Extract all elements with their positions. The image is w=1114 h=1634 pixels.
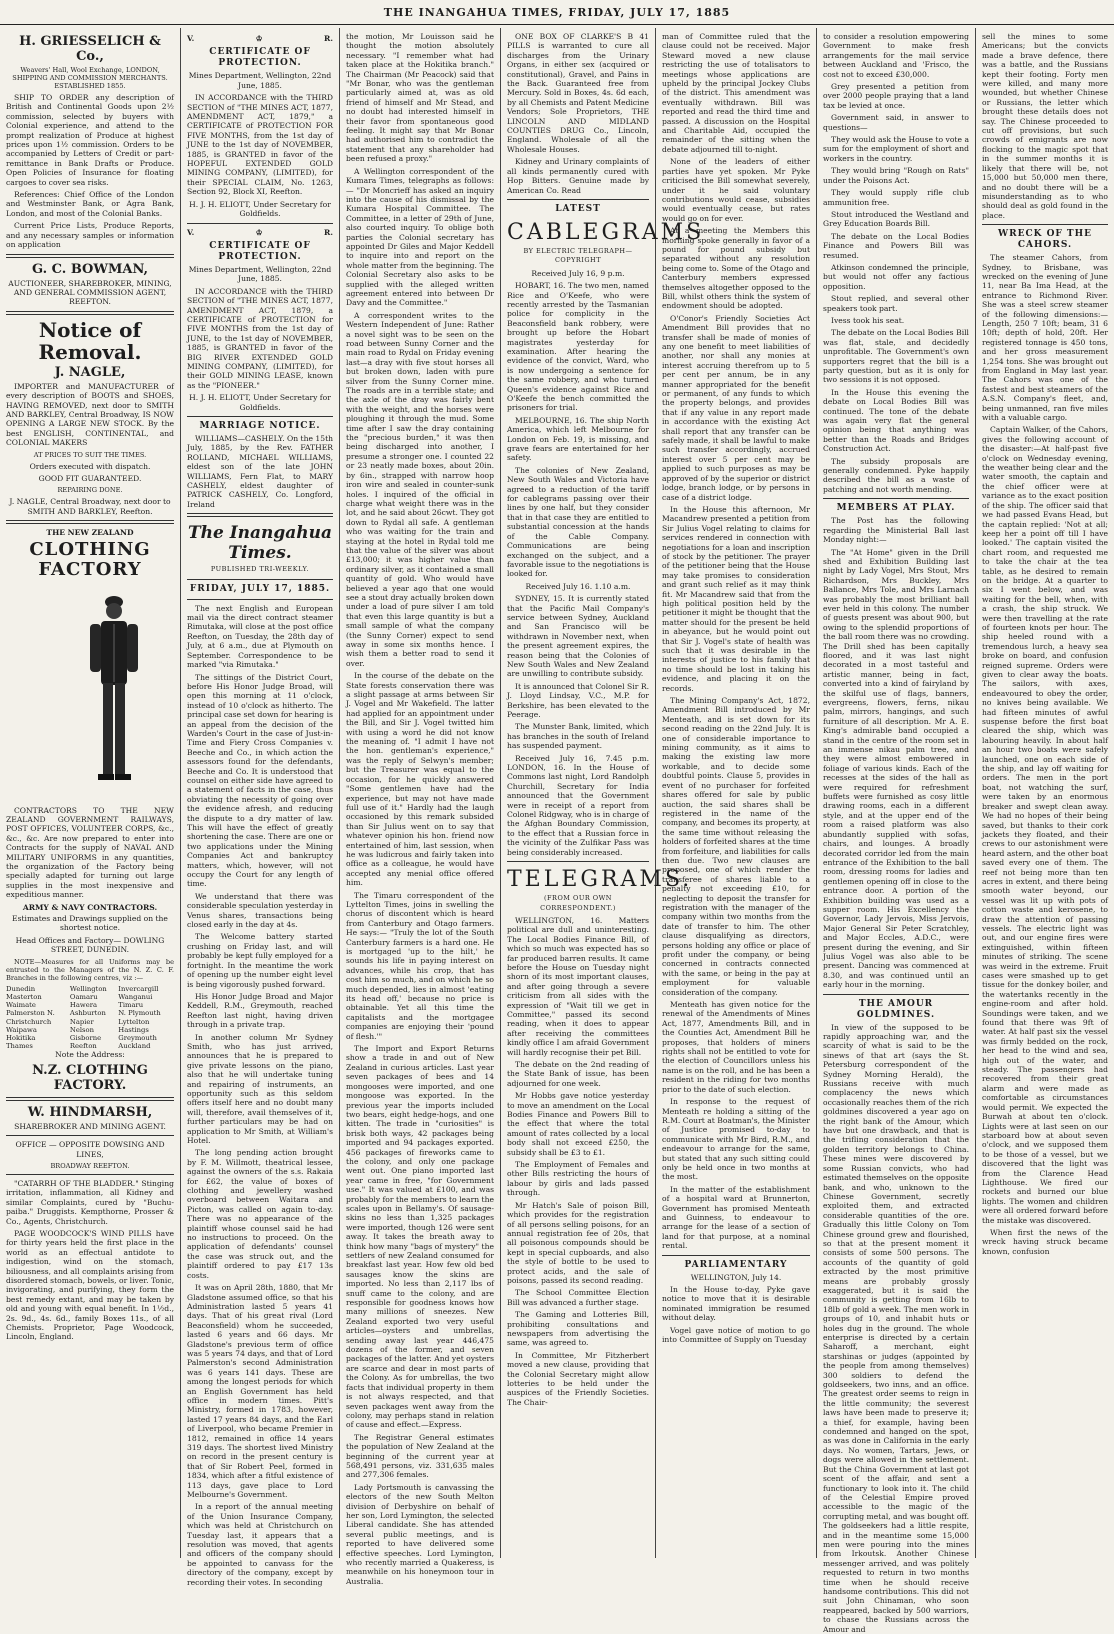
amour-para: In view of the supposed to be rapidly approaching war, and the scarcity of what is said to be the sinews of that art (says the St. Petersburg correspondent of the Sydney Morning Herald), the Russians receive with much complacency the news which occasionally reaches them of the rich goldmines discovered a year ago on the right bank of the Amour, which have but one drawback, and that is the trifling consideration that the golden territory belongs to China. These mines were discovered by some Russian convicts, who had estimated themselves on the opposite bank, and who, unknown to the Chinese Government, secretly exploited them, and extracted considerable quantities of the ore. Gradually this little Colony on Tom Chinese ground grew and flourished, so that at the present moment it consists of some 500 persons. The accounts of the quantity of gold extracted by the most primitive means are probably grossly exaggerated, but it is said the community is getting from 16lb to 18lb of gold a week. The men work in groups of 10, and inhabit huts or holes dug in the ground. The whole enterprise is directed by a certain Saharoff, a merchant, eight starshinas or judges (appointed by the people from among themselves) 300 soldiers to defend the goldseekers, two inns, and an office. The greatest order seems to reign in the little community; the severest laws have been made to preserve it; a thief, for example, having been condemned and hanged on the spot, as was done in California in the early days. No women, Tartars, Jews, or dogs were allowed in the settlement. But the China Government at last got scent of the affair, and sent a functionary to look into it. The child of the Celestial Empire proved accessible to the magic of the corrupting metal, and was bought off. The goldseekers had a little respite, and in the meantime some 15,000 men were pouring into the mines from Irkoutsk. Another Chinese messenger arrived, and was politely requested to return in two months time when he should receive handsome contributions. This did not suit John Chinaman, who soon reappeared, backed by 500 warriors, to chase the Russians across the Amour and — [823, 1022, 969, 1634]
masthead-rule — [0, 24, 1114, 25]
ad-clothing-office: Head Offices and Factory— DOWLING STREET, DUNEDIN. — [15, 935, 165, 955]
branch-cell: Masterton — [6, 992, 42, 1001]
column-3 — [340, 28, 501, 1586]
cable-para: SYDNEY, 15. It is currently stated that the Pacific Mail Company's service between Sydney, Auckland and San Francisco will be withdrawn in November next, when the present agreement expires, the reason being that the Colonies of New South Wales and New Zealand are unwilling to contribute subsidy. — [507, 594, 649, 679]
cert1-body: IN ACCORDANCE with the THIRD SECTION of "THE MINES ACT, 1877, AMENDMENT ACT, 1879," a CERTIFICATE of PROTECTION FOR FIVE MONTHS, from the 1st day of JUNE to the 1st day of NOVEMBER, 1885, is GRANTED in favor of the HOPEFUL EXTENDED GOLD MINING COMPANY, (LIMITED), for their SPECIAL CLAIM, No. 1263, Section 92, Block XI, Reefton. — [187, 93, 333, 197]
cable-para: It is announced that Colonel Sir R. J. Lloyd Lindsay, V.C., M.P. for Berkshire, has been elevated to the Peerage. — [507, 681, 649, 719]
editorial-para: The Welcome battery started crushing on Friday last, and will probably be kept fully employed for a fortnight. In the meantime the work of opening up the number eight level is being vigorously pushed forward. — [187, 932, 333, 989]
ad-nagle-body: IMPORTER and MANUFACTURER of every description of BOOTS and SHOES, HAVING REMOVED, next door to SMITH AND BARKLEY, Central Broadway, IS NOW OPENING A LARGE NEW STOCK. By the best ENGLISH, CONTINENTAL, and COLONIAL MAKERS — [6, 381, 174, 448]
parliamentary-para: They would ask the House to vote a sum for the employment of short and workers in the country. — [823, 135, 969, 163]
table-row — [6, 1034, 174, 1042]
amour-para: sell the mines to some Americans; but the convicts made a brave defence, there was a battle, and the Russians kept their footing. Forty men were killed, and many more wounded, but whether Chinese or Russians, the letter which brought these details does not say. The Chinese proceeded to cut off provisions, but such crowds of emigrants are now flocking to the magic spot that in the summer months it is likely that there will be, not 15,000 but 50,000 men there, and no doubt there will be a misunderstanding as to who should deal as gold found in the place. — [982, 32, 1108, 220]
marriage-heading: MARRIAGE NOTICE. — [199, 421, 321, 431]
table-row — [6, 1009, 174, 1017]
table-row — [6, 1018, 174, 1026]
ad-clothing-note: NOTE—Measures for all Uniforms may be entrusted to the Managers of the N. Z. C. F. Branches in the following centres, viz :— — [6, 957, 174, 982]
ad-clothing-footer: N.Z. CLOTHING FACTORY. — [32, 1062, 148, 1093]
cable-para: HOBART, 16. The two men, named Rice and O'Keefe, who were recently arrested by the Tasmanian police for complicity in the Beaconsfield bank robbery, were brought up before the Hobart magistrates yesterday for examination. After hearing the evidence of the convict, Ward, who is now undergoing a sentence for the same robbery, and who turned Queen's evidence against Rice and O'Keefe the bench committed the prisoners for trial. — [507, 281, 649, 413]
telegram-para: The Employment of Females and other Bills restricting the hours of labour by girls and lads passed through. — [507, 1160, 649, 1198]
ad-nagle-fit: GOOD FIT GUARANTEED. — [38, 473, 142, 483]
crown-icon: ♔ — [255, 34, 263, 43]
column-1 — [0, 28, 181, 1558]
telegram-para: In the matter of the establishment of a hospital ward at Brunnerton, Government has promised Menteath and Guinness, to endeavour to arrange for the lease of a section of land for that purpose, at a nominal rental. — [662, 1184, 810, 1251]
telegram-para: None of the leaders of either parties have yet spoken. Mr Pyke criticised the Bill somewhat severely, under it he said voluntary contributions would cease, subsidies would eventually cease, but rates would go on for ever. — [662, 157, 810, 223]
article-para: In the course of the debate on the State forests conservation there was a slight passage at arms between Sir J. Vogel and Mr Wakefield. The latter had applied for an appointment under the Bill, and Sir J. Vogel twitted him with using a word he did not know the meaning of. "I admit I have not the hon. gentleman's experience," was the reply of Selwyn's member; but the Treasurer was equal to the occasion, for he quickly answered "Some gentlemen have had the experience, but may not have made full use of it." Hardly had the laugh occasioned by this remark subsided than Sir Julius went on to say that whatever opinion his hon. friend now entertained of him, last session, when he was ludicrous and fairly taken into office as a colleague, he would have accepted any menial office offered him. — [346, 671, 494, 888]
cert1-v: V. — [187, 34, 195, 43]
parliamentary-para: In the House this evening the debate on Local Bodies Bill was continued. The tone of the debate was again very flat the general opinion being that anything was better than the Roads and Bridges Construction Act. — [823, 387, 969, 454]
divider — [6, 1174, 174, 1175]
ad-bowman-lines: AUCTIONEER, SHAREBROKER, MINING, AND GENERAL COMMISSION AGENT, REEFTON. — [8, 278, 172, 307]
table-row — [6, 1042, 174, 1050]
page-masthead: THE INANGAHUA TIMES, FRIDAY, JULY 17, 1885 — [383, 6, 731, 19]
column-4 — [501, 28, 705, 1558]
article-para: the motion, Mr Louisson said he thought the motion absolutely necessary. "I remember what had taken place at the Hokitika branch." The Chairman (Mr Peacock) said that "Mr Bonar, who was the gentleman particularly aimed at, was as old friend of himself and Mr Stead, and no doubt had interested himself in their favor from spontaneous good feeling. It might say that Mr Bonar had authorised him to contradict the statement that any shareholder had been refused a proxy." — [346, 32, 494, 164]
branch-cell: Nelson — [69, 1025, 95, 1034]
branch-cell: Thames — [6, 1042, 33, 1051]
branch-cell: Napier — [69, 1017, 94, 1026]
editorial-para: The sittings of the District Court, before His Honor Judge Broad, will open this morning at 11 o'clock, instead of 10 o'clock as hitherto. The principal case set down for hearing is an appeal from the decision of the Warden's Court in the case of Just-in-Time and Fiery Cross Companies v. Beeche and Co., in which action the assessors found for the defendants, Beeche and Co. It is understood that counsel on either side have agreed to a statement of facts in the case, thus obviating the necessity of going over the evidence afresh, and reducing the dispute to a dry matter of law. This will have the effect of greatly shortening the case. There are one or two applications under the Mining Companies Act and bankruptcy matters, which, however, will not occupy the Court for any length of time. — [187, 672, 333, 889]
ad-hindmarsh-address: BROADWAY REEFTON. — [50, 1161, 130, 1170]
table-row — [6, 1001, 174, 1009]
telegram-para: Mr Hatch's Sale of poison Bill, which provides for the registration of all persons selling poisons, for an annual registration fee of 20s, that all poisonous compounds should be kept in special cupboards, and also the style of bottle to be used to protect acids, and the sale of poisons, passed its second reading. — [507, 1200, 649, 1285]
telegram-para: The debate on the 2nd reading of the State Bank of issue, has been adjourned for one week. — [507, 1060, 649, 1088]
parliamentary-para: Grey presented a petition from over 2000 people praying that a land tax be levied at once. — [823, 82, 969, 110]
ad-griesselich-body: SHIP TO ORDER any description of British and Continental Goods upon 2½ commission, selected by buyers with Colonial experience, and attend to the prompt realization of Produce at highest prices upon 1½ commission. Orders to be accompanied by Letters of Credit or part-remittance in Bank Drafts or Produce. Open Policies of Insurance for floating cargoes to cover sea risks. — [6, 93, 174, 187]
telegram-para: The Gaming and Lotteries Bill, prohibiting consultations and newspapers from advertising the same, was agreed to. — [507, 1310, 649, 1348]
members-para: The "At Home" given in the Drill shed and Exhibition Building last night by Lady Vogel, Mrs Stout, Mrs Richardson, Mrs Buckley, Mrs Ballance, Mrs Tole, and Mrs Larnach was probably the most brilliant ball ever held in this colony. The number of guests present was about 900, but owing to the splendid proportions of the ball room there was no crowding. The Drill shed has been capitally floored, and it was last night decorated in a most tasteful and artistic manner, being in fact, converted into a kind of fairyland by the skilful use of flags, banners, evergreens, flowers, ferns, nikau palm, mirrors, hangings, and such furniture of all description. Mr A. E. King's admirable band occupied a stand in the centre of the room set in an immense nikau palm tree, and they were almost embowered in foliage of various kinds. Each of the recesses at the sides of the hall as were required for refreshment buffets were furnished as cosy little drawing rooms, each in a different style, and at the upper end of the room a raised platform was also abundantly supplied with sofas, chairs, and lounges. A broadly decorated corridor led from the main entrance of the Exhibition to the ball room, dressing rooms for ladies and gentlemen opening off in close to the entrance door. A portion of the Exhibition building was used as a supper room. His Excellency the Governor, Lady Jervois, Miss Jervois, Major General Sir Peter Scratchley, and Major Eccles, A.D.C., were present during the evening, and Sir Julius Vogel was also able to be present. Dancing was commenced at 8.30, and was continued until an early hour in the morning. — [823, 547, 969, 990]
ad-griesselich-refs: References: Chief Office of the London and Westminster Bank, or Agra Bank, London, and most of the Colonial Banks. — [6, 190, 174, 218]
ad-griesselich-foot: Current Price Lists, Produce Reports, and any necessary samples or information on application — [6, 221, 174, 250]
telegram-para: The School Committee Election Bill was advanced a further stage. — [507, 1288, 649, 1307]
ad-griesselich-title: H. GRIESSELICH & Co., — [19, 34, 161, 64]
column-container — [0, 28, 1114, 1634]
article-para: A correspondent writes to the Western Independent of June: Rather a novel sight was to be seen on the road between Sunny Corner and the main road to Rydal on Friday evening last—a dray with five stout horses all but broken down, laden with pure silver from the Sunny Corner mine. The roads are in a terrible state; and the axle of the dray was fairly bent with the weight, and the horses were ploughing it through the mud. Some time after I saw the dray containing the "precious burden," it was then being discharged into another, I presume a stronger one. I counted 22 or 23 neatly made boxes, about 20in. by 6in., strapped with narrow hoop iron wire and sealed in counter-sunk holes. I inquired of the official in charge what weight there was in the lot, and he said about 26cwt. They got down to Rydal all safe. A gentleman who was waiting for the train and staying at the hotel in Rydal told me that the value of the silver was about £13,000; it was higher value than ordinary silver, as it contained a small quantity of gold. Who would have believed a year ago that one would see a stout dray actually broken down under a load of pure silver I am told that even this large quantity is but a small sample of what the company (the Sunny Corner) expect to send away in some six months hence. I wish them a better road to send it over. — [346, 310, 494, 668]
divider — [507, 199, 649, 200]
wreck-heading: WRECK OF THE CAHORS. — [998, 229, 1092, 251]
telegram-para: WELLINGTON, 16. Matters political are dull and uninteresting. The Local Bodies Finance Bill, of which so much was expected has so far produced barren results. It came before the House on Tuesday night shorn of its most important clauses, and after going through a severe criticism from all sides with the expression of "Wait till we get in Committee," passed its second reading, when it does to appear after receiving the committees kindly office I am afraid Government will hardly recognise their pet Bill. — [507, 915, 649, 1057]
branch-cell: Waimate — [6, 1001, 36, 1010]
table-row — [6, 985, 174, 993]
branch-cell: Hastings — [118, 1025, 149, 1034]
branch-cell: Palmerston N. — [6, 1009, 55, 1018]
parliamentary-para: The debate on the Local Bodies Bill was flat, stale, and decidedly unprofitable. The Government's own supporters regret that the bill is a party question, but as it is only for two sessions it is not opposed. — [823, 328, 969, 385]
parliamentary-para: They would bring "Rough on Rats" under the Poisons Act. — [823, 166, 969, 185]
telegram-para: In Committee, Mr Fitzherbert moved a new clause, providing that the Colonial Secretary might allow lotteries to be held under the auspices of the Friendly Societies. The Chair- — [507, 1350, 649, 1407]
table-row — [6, 1026, 174, 1034]
telegram-para: In the House this afternoon, Mr Macandrew presented a petition from Sir Julius Vogel relating to claims for services rendered in connection with negotiations for a loan and inscription of stock by the petitioner. The prayer of the petitioner being that the House may take promises to consideration and grant such relief as it may think fit. Mr Macandrew said that from the high political position held by the petitioner it might be thought that the matter should for the present be held in abeyance, but he would point out that Sir J. Vogel's state of health was such that it was desirable in the interests of justice to his family that no time should be lost in taking his evidence, and placing it on the records. — [662, 504, 810, 693]
ad-hop-bitters: Kidney and Urinary complaints of all kinds permanently cured with Hop Bitters. Genuine made by American Co. Read — [507, 157, 649, 195]
ad-hindmarsh-office: OFFICE — OPPOSITE DOWSING AND LINES, — [15, 1140, 165, 1159]
cable-para: Received July 16. 1.10 a.m. — [525, 581, 631, 591]
cert1-r: R. — [324, 34, 333, 43]
divider — [507, 861, 649, 862]
branch-cell: Oamaru — [69, 992, 98, 1001]
soldier-illustration — [54, 584, 174, 804]
parliamentary-heading: PARLIAMENTARY — [684, 1259, 788, 1270]
wreck-para: When first the news of the wreck having struck became known, confusion — [982, 1227, 1108, 1256]
divider — [6, 1097, 174, 1101]
editorial-para: In another column Mr Sydney Smith, who has just arrived, announces that he is prepared to give private lessons on the piano, also that he will undertake tuning and repairing of instruments, an opportunity such as this seldom offers itself here and no doubt many will, therefore, avail themselves of it, further particulars may be had on application to Mr Smith, at William's Hotel. — [187, 1032, 333, 1145]
cert1-signature: H. J. H. ELIOTT, Under Secretary for Goldfields. — [189, 199, 331, 219]
cert2-body: IN ACCORDANCE with the THIRD SECTION of "THE MINES ACT, 1877, AMENDMENT ACT, 1879, a CERTIFICATE of PROTECTION for FIVE MONTHS from the 1st day of JUNE, to the 1st day of NOVEMBER, 1885, is GRANTED in favor of the BIG RIVER EXTENDED GOLD MINING COMPANY, (LIMITED), for their GOLD MINING LEASE, known as the "PIONEER." — [187, 286, 333, 390]
telegram-para: Menteath has given notice for the renewal of the Amendments of Mines Act, 1877, Amendments Bill, and in the Counties Act, Amendment Bill he proposes, that holders of miners rights shall not be entitled to vote for the election of Councillors unless his name is on the roll, and he has been a resident in the riding for two months prior to the date of such election. — [662, 1000, 810, 1094]
telegrams-sub: (FROM OUR OWN CORRESPONDENT.) — [540, 894, 616, 912]
divider — [187, 223, 333, 224]
branch-cell: Ashburton — [69, 1009, 106, 1018]
editorial-para: In a report of the annual meeting of the Union Insurance Company, which was held at Christchurch on Tuesday last, it appears that a resolution was moved, that agents and officers of the company should be appointed to canvass for the directory of the company, except by recording their votes. In seconding — [187, 1502, 333, 1587]
ad-bowman-title: G. C. BOWMAN, — [31, 261, 149, 277]
divider — [187, 416, 333, 417]
divider — [6, 1135, 174, 1136]
branch-cell: Christchurch — [6, 1017, 52, 1026]
branch-cell: N. Plymouth — [118, 1009, 161, 1018]
ad-nagle-orders: Orders executed with dispatch. — [29, 461, 151, 471]
branch-cell: Auckland — [118, 1042, 151, 1051]
telegram-para: O'Conor's Friendly Societies Act Amendment Bill provides that no transfer shall be made of monies of any one benefit to meet liabilities of another, nor shall any monies at interest accruing therefrom up to 5 per cent per annum, be in any manner appropriated for the benefit or permanent, of any funds to which the property belongs, and provides that if any value in any report made in accordance with the existing Act shall report that any transfer can be safely made, it shall be lawful to make such transfer accordingly, accrued interest over 5 per cent may be applied to such purposes as may be approved of by the superior or district lodge, branch lodge, or by persons in case of a district lodge. — [662, 313, 810, 502]
editorial-para: We understand that there was considerable speculation yesterday in Venus shares, transactions being closed early in the day at 4s. — [187, 891, 333, 930]
branch-cell: Wanganui — [118, 992, 153, 1001]
parliamentary-para: to consider a resolution empowering Government to make fresh arrangements for the mail service between Auckland and 'Frisco, the cost not to exceed £30,000. — [823, 32, 969, 79]
branch-cell: Timaru — [118, 1001, 144, 1010]
article-para: The Import and Export Returns show a trade in and out of New Zealand in curious articles. Last year seven packages of bees and 14 mongooses were imported, and one mongoose was exported. In the previous year the imports included two bears, eight hedge-hogs, and one kitten. The trade in "curiosities" is brisk both ways, 42 packages being imported and 94 packages exported. 456 packages of fireworks came to the colony, and only one package went out. One piano imported last year came in free, "for Government use." It was valued at £100, and was probably for the members to learn the scales upon in Bellamy's. Of sausage-skins no less than 1,325 packages were imported, though 126 were sent away. It takes the breath away to think how many "bags of mystery" the settlers of new Zealand consumed for breakfast last year. How few old bed sausages know the skins are imported. No less than 2,117 lbs of snuff came to the colony, and are responsible for goodness knows how many millions of sneezes. New Zealand exported two very useful articles—oysters and umbrellas, sending away last year 446,475 dozens of the former, and seven packages of the latter. And yet oysters are scarce and dear in most parts of the Colony. As for umbrellas, the two facts that individual property in them is not always respected, and that seven packages went away from the colony, may perhaps stand in relation of cause and effect.—Express. — [346, 1044, 494, 1430]
cert2-vr — [187, 228, 333, 237]
editorial-para: The next English and European mail via the direct contract steamer Rimutaka, will close at the post office Reefton, on Tuesday, the 28th day of July, at 6 a.m., due at Plymouth on September. Correspondence to be marked "via Rimutaka." — [187, 603, 333, 670]
divider — [823, 994, 969, 995]
editorial-para: The long pending action brought by F. M. Willmott, theatrical lessee, against the owners of the s.s. Rakaia for £62, the value of boxes of clothing and jewellery washed overboard between Waitara and Picton, was called on again to-day. There was no appearance of the plaintiff whose counsel said he had no instructions to proceed. On the application of defendants' counsel the case was struck out, and the plaintiff ordered to pay £17 13s costs. — [187, 1148, 333, 1280]
divider — [6, 254, 174, 258]
ad-clothing-address-label: Note the Address: — [55, 1050, 125, 1060]
cablegrams-heading: CABLEGRAMS — [507, 219, 705, 245]
article-para: The Registrar General estimates the population of New Zealand at the beginning of the current year at 568,491 persons, viz. 331,635 males and 277,306 females. — [346, 1432, 494, 1480]
paper-title: The Inangahua Times. — [187, 523, 333, 564]
column-2 — [181, 28, 340, 1587]
branch-cell: Invercargill — [118, 984, 159, 993]
branch-cell: Hawera — [69, 1001, 98, 1010]
cable-para: The colonies of New Zealand, New South Wales and Victoria have agreed to a reduction of the tariff for cablegrams passing over their lines by one half, but they consider that in that case they are entitled to substantial concession at the hands of the Cable Company. Communications are being exchanged on the subject, and a favorable issue to the negotiations is looked for. — [507, 465, 649, 579]
cert1-title: CERTIFICATE OF PROTECTION. — [209, 47, 311, 69]
table-row — [6, 993, 174, 1001]
cert1-vr — [187, 34, 333, 43]
cablegrams-sub: BY ELECTRIC TELEGRAPH—COPYRIGHT — [523, 246, 633, 265]
ad-nagle-repair: REPAIRING DONE. — [57, 486, 123, 495]
paper-date: FRIDAY, JULY 17, 1885. — [189, 583, 331, 594]
divider — [187, 513, 333, 517]
telegram-para: At a meeting the Members this morning spoke generally in favor of a pound for pound subsidy but separated without any resolution being come to. Some of the Otago and Canterbury members expressed themselves altogether opposed to the Bill, whilst others think the system of endowment should be adopted. — [662, 226, 810, 311]
marriage-body: WILLIAMS—CASHELY. On the 15th July, 1885, by the Rev. FATHER ROLLAND, MICHAEL WILLIAMS, eldest son of the late JOHN WILLIAMS, Fern Flat, to MARY CASHELY, eldest daughter of PATRICK CASHELY, Co. Longford, Ireland — [187, 434, 334, 509]
parliamentary-date: WELLINGTON, July 14. — [690, 1272, 782, 1282]
ad-clothing-estimates: Estimates and Drawings supplied on the shortest notice. — [12, 914, 168, 933]
parliamentary-para: Stout replied, and several other speakers took part. — [823, 294, 969, 313]
ad-hindmarsh-title: W. HINDMARSH, — [27, 1104, 153, 1120]
parliamentary-para: They would supply rifle club ammunition free. — [823, 188, 969, 207]
ad-nagle-signature: J. NAGLE, Central Broadway, next door to SMITH AND BARKLEY, Reefton. — [9, 497, 171, 516]
ad-clothing-title-1: THE NEW ZEALAND — [46, 528, 134, 538]
parliamentary-para: Atkinson condemned the principle, but would not offer any factious opposition. — [823, 262, 969, 291]
telegrams-heading: TELEGRAMS. — [507, 867, 693, 893]
divider — [6, 520, 174, 524]
cable-para: MELBOURNE, 16. The ship North America, which left Melbourne for London on Feb. 19, is missing, and grave fears are entertained for her safety. — [507, 415, 649, 463]
parliamentary-para: Ivess took his seat. — [831, 315, 905, 325]
parliamentary-para: The subsidy proposals are generally condemned. Pyke happily described the bill as a waste of patching and not worth mending. — [823, 456, 969, 494]
cable-para: The Munster Bank, limited, which has branches in the south of Ireland has suspended payment. — [507, 722, 649, 751]
members-para: The Post has the following regarding the Ministerial Ball last Monday night:— — [823, 516, 969, 545]
telegram-para: man of Committee ruled that the clause could not be received. Major Steward moved a new clause restricting the use of totalisators to meetings whose applications are upheld by the principal Jockey Clubs of the district. This amendment was eventually withdrawn. Bill was reported and read the third time and passed. A discussion on the Hospital and Charitable Aid, occupied the remainder of the sitting when the debate adjourned till to-night. — [662, 32, 810, 154]
wreck-para: Captain Walker, of the Cahors, gives the following account of the disaster:—At half-past five o'clock on Wednesday evening, the weather being clear and the water smooth, the captain and the chief officer were at variance as to the exact position of the ship. The officer said that we had passed Evans Head, but the captain replied: 'Not at all; keep her a point off till I have looked.' The captain visited the chart room, and requested me to take the chair at the tea table, as he desired to remain on the bridge. At a quarter to six I went below, and was waiting for the bell, when, with a crash, the ship struck. We were then travelling at the rate of fourteen knots per hour. The ship heeled round with a tremendous lurch, a heavy sea broke on board, and confusion reigned supreme. Orders were given to clear away the boats. The sailors, with axes, endeavoured to obey the order, no knives being available. We had fifteen minutes of awful suspense before the first boat cleared the ship, which was labouring heavily. In about half an hour two boats were safely launched, one on each side of the ship, and lay off waiting for orders. The men in the port boat, not watching the surf, were taken by an enormous breaker and swept clean away. We had no hopes of their being saved, but thanks to their cork jackets they floated, and their crews to our astonishment were heard astern, and the other boat saved every one of them. The reef not being more than ten acres in extent, and there being smooth water beyond, our vessel was lit up with pots of cotton waste and kerosene, to draw the attention of passing vessels. The electric light was out, and our engine fires were extinguished, within fifteen minutes of striking. The scene was weird in the extreme. Fruit cases were smashed up to get tissue for the donkey boiler, and the watertanks recently in the engine-room and after hold. Soundings were taken, and we found that there was 9ft of water. At half past six the vessel was firmly bedded on the rock, her head to the wind and sea, high out of the water, and steady. The passengers had recovered from their great alarm and were made as comfortable as circumstances would permit. We expected the Burwah at about ten o'clock. Lights were at last seen on our starboard bow at about seven o'clock, and we supposed them to be those of a vessel, but we discovered that the light was from the Clarence Head Lighthouse. We fired our rockets and burned our blue lights. The women and children were all ordered forward before the mistake was discovered. — [982, 425, 1108, 1225]
crown-icon: ♔ — [255, 227, 263, 237]
column-6 — [817, 28, 976, 1634]
ad-clothing-title-2: CLOTHING FACTORY — [29, 538, 151, 580]
divider — [662, 1255, 810, 1256]
branches-table — [6, 985, 174, 1051]
ad-catarrh-body: "CATARRH OF THE BLADDER." Stinging irritation, inflammation, all Kidney and similar Complaints, cured by "Buchu-paiba." Druggists. Kempthorne, Prosser & Co., Agents, Christchurch. — [6, 1178, 174, 1226]
editorial-para: His Honor Judge Broad and Major Keddell, R.M., Greymouth, reached Reefton last night, having driven through in a private trap. — [187, 991, 333, 1030]
ad-clarkes-pills: ONE BOX OF CLARKE'S B 41 PILLS is warranted to cure all discharges from the Urinary Organs, in either sex (acquired or constitutional), Gravel, and Pains in the Back. Guaranteed free from Mercury. Sold in Boxes, 4s. 6d each, by all Chemists and Patent Medicine Vendors; Sole Proprietors, THE LINCOLN AND MIDLAND COUNTIES DRUG Co., Lincoln, England. Wholesale of all the Wholesale Houses. — [507, 32, 649, 154]
branch-cell: Dunedin — [6, 984, 36, 993]
cert2-r: R. — [324, 227, 333, 237]
parliamentary-para: The debate on the Local Bodies Finance and Powers Bill was resumed. — [823, 231, 969, 260]
parliamentary-para: In the House to-day, Pyke gave notice to move that it is desirable nominated immigration be resumed without delay. — [662, 1285, 810, 1323]
ad-clothing-body: CONTRACTORS TO THE NEW ZEALAND GOVERNMENT RAILWAYS, POST OFFICES, VOLUNTEER CORPS, &c., &c., &c. Are now prepared to enter into Contracts for the supply of NAVAL AND MILITARY UNIFORMS in any quantities, the organization of the Factory being specially adapted for turning out large supplies in the most inexpensive and expeditious manner. — [6, 805, 174, 900]
branch-cell: Hokitika — [6, 1033, 36, 1042]
cert2-v: V. — [187, 227, 195, 237]
soldier-figure-icon — [54, 584, 174, 804]
paper-subtitle: PUBLISHED TRI-WEEKLY. — [210, 565, 310, 574]
cert2-dept: Mines Department, Wellington, 22nd June, 1885. — [188, 264, 332, 284]
divider — [6, 311, 174, 315]
article-para: Lady Portsmouth is canvassing the electors of the new South Melton division of Derbyshire on behalf of her son, Lord Lymington, the selected Liberal candidate. She has attended several public meetings, and is reported to have delivered some effective speeches. Lord Lymington, who recently married a Quakeress, is meanwhile on his honeymoon tour in Australia. — [346, 1482, 494, 1586]
branch-cell: Wellington — [69, 984, 107, 993]
telegram-para: The Mining Company's Act, 1872, Amendment Bill introduced by Mr Menteath, and is set down for its second reading on the 22nd July. It is one of considerable importance to mining community, as it aims to making the existing law more workable, and to decide some doubtful points. Clause 5, provides in event of no purchaser for forfeited shares offered for sale by public auction, the said shares shall be registered in the name of the company, and becomes its property, at the same time without releasing the holders of forfeited shares at the time from forfeiture, and liabilities for calls then due. Two new clauses are proposed, one of which render the transferee of shares liable to a penalty not exceeding £10, for neglecting to deposit the transfer for registration with the manager of the company within two months from the date of transfer to him. The other clause disqualifying as directors, persons holding any office or place of profit under the company, or being concerned in contracts connected with the same, or being in the pay at employment for valuable consideration of the company. — [662, 696, 810, 997]
ad-nagle-prices: AT PRICES TO SUIT THE TIMES. — [33, 450, 147, 459]
ad-nagle-name: J. NAGLE, — [54, 364, 126, 380]
telegram-para: In response to the request of Menteath re holding a sitting of the R.M. Court at Boatman's, the Minister of Justice promised to-day to communicate with Mr Bird, R.M., and endeavour to arrange for the same, but stated that any such sitting could only be held once in two months at the most. — [662, 1097, 810, 1182]
cert2-title: CERTIFICATE OF PROTECTION. — [209, 240, 311, 262]
cert2-signature: H. J. H. ELIOTT, Under Secretary for Goldfields. — [189, 393, 331, 412]
latest-heading: LATEST — [555, 203, 601, 214]
cable-para: Received July 16, 7.45 p.m. LONDON, 16. In the House of Commons last night, Lord Randolph Churchill, Secretary for India announced that the Government were in receipt of a report from Colonel Ridgway, who is in charge of the Afghan Boundary Commission, to the effect that a Russian force in the vicinity of the Zulfikar Pass was being considerably increased. — [507, 753, 649, 857]
branch-cell: Reefton — [69, 1042, 97, 1051]
ad-griesselich-lines: Weavers' Hall, Wool Exchange, LONDON, SHIPPING AND COMMISSION MERCHANTS. ESTABLISHED 1855. — [12, 66, 168, 90]
cable-received: Received July 16, 9 p.m. — [531, 268, 625, 278]
divider — [823, 498, 969, 499]
article-para: A Wellington correspondent of the Kumara Times, telegraphs as follows:— "Dr Moncrieff has asked an inquiry into the cause of his dismissal by the Kumara Hospital Committee. The Committee, in a letter of 29th of June, also courted inquiry. To oblige both parties the Colonial secretary has appointed Dr Giles and Major Keddell to inquire into and report on the whole matter from the beginning. The Colonial Secretary also asks to be supplied with the alleged written agreement entered into between Dr Davy and the Committee." — [346, 166, 494, 308]
cert1-dept: Mines Department, Wellington, 22nd June, 1885. — [188, 71, 332, 90]
branch-cell: Lyttelton — [118, 1017, 150, 1026]
editorial-para: It was on April 28th, 1880, that Mr Gladstone assumed office, so that his Administration lasted 5 years 41 days. That of his great rival (Lord Beaconsfield) whom he succeeded, lasted 6 years and 66 days. Mr Gladstone's previous term of office was 5 years 74 days, and that of Lord Palmerston's second Administration was 6 years 141 days. These are among the longest periods for which an English Government has held office in modern times. Pitt's Ministry, formed in 1783, however, lasted 17 years 84 days, and the Earl of Liverpool, who became Premier in 1812, remained in office 14 years 319 days. The shortest lived Ministry on record in the present century is that of Sir Robert Peel, formed in 1834, which after a fitful existence of 113 days, gave place to Lord Melbourne's Government. — [187, 1283, 333, 1500]
divider — [187, 579, 333, 580]
article-para: The Timaru correspondent of the Lyttelton Times, joins in swelling the chorus of discontent which is heard from Canterbury and Otago farmers. He says:— "Truly the lot of the South Canterbury farmers is a hard one. He is mortgaged 'up to the hilt,' he sounds his life in paying interest on advances, while his crop, that has cost him so much, and on which he so much depended, lies in almost 'eating its head off,' because no price is obtainable. Yet all this time the capitalists and the mortgagee companies are enjoying their 'pound of flesh.'" — [346, 890, 494, 1041]
column-7 — [976, 28, 1114, 1558]
parliamentary-para: Government said, in answer to questions— — [823, 113, 969, 132]
ad-hindmarsh-lines: SHAREBROKER AND MINING AGENT. — [14, 1121, 166, 1131]
ad-army-navy: ARMY & NAVY CONTRACTORS. — [22, 902, 158, 912]
divider — [982, 224, 1108, 225]
divider — [187, 599, 333, 600]
members-heading: MEMBERS AT PLAY. — [836, 503, 956, 514]
parliamentary-para: Vogel gave notice of motion to go into Committee of Supply on Tuesday — [662, 1325, 810, 1345]
amour-heading: THE AMOUR GOLDMINES. — [856, 998, 936, 1020]
wreck-para: The steamer Cahors, from Sydney, to Brisbane, was wrecked on the evening of June 11, near Ba Ima Head, at the entrance to Richmond River. She was a steel screw steamer of the following dimensions:—Length, 250 7 10ft; beam, 31 6 10ft; depth of hold, 20ft. Her registered tonnage is 450 tons, and her gross measurement 1,254 tons. She was brought out from England in May last year. The Cahors was one of the fastest and best steamers of the A.S.N. Company's fleet, and, being unmanned, ran five miles with a valuable cargo. — [982, 253, 1108, 423]
ad-removal-title: Notice of Removal. — [38, 317, 142, 364]
branch-cell: Greymouth — [118, 1033, 157, 1042]
branch-cell: Waipawa — [6, 1025, 37, 1034]
branch-cell: Gisborne — [69, 1033, 102, 1042]
column-5 — [656, 28, 817, 1558]
parliamentary-para: Stout introduced the Westland and Grey Education Boards Bill. — [823, 209, 969, 229]
telegram-para: Mr Hobbs gave notice yesterday to move an amendment on the Local Bodies Finance and Powers Bill to the effect that where the total amount of rates collected by a local body shall not exceed £250, the subsidy shall be £3 to £1. — [507, 1091, 649, 1157]
ad-woodcock-body: PAGE WOODCOCK'S WIND PILLS have for thirty years held the first place in the world as an effectual antidote to indigestion, wind on the stomach, biliousness, and all complaints arising from disordered stomach, bowels, or liver. Tonic, invigorating, and purifying, they form the best remedy extant, and may be taken by old and young with equal benefit. In 1½d., 2s. 9d., 4s. 6d., family Boxes 11s., of all Chemists. Proprietor, Page Woodcock, Lincoln, England. — [6, 1228, 174, 1342]
